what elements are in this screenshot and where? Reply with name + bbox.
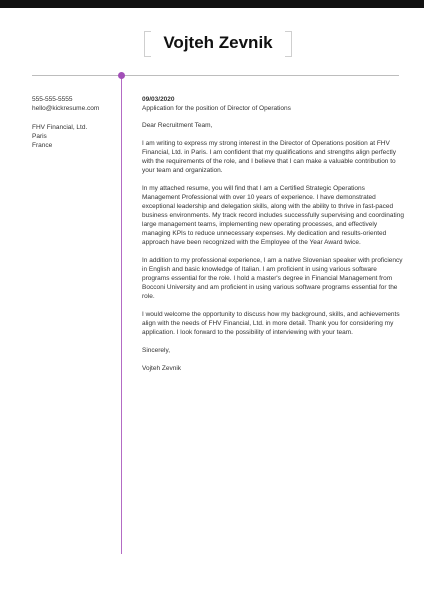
vertical-divider [121,76,122,554]
closing: Sincerely, [142,347,171,354]
recipient-city: Paris [32,133,47,140]
letter-subject: Application for the position of Director of Operations [142,105,291,112]
recipient-country: France [32,142,53,149]
signature: Vojteh Zevnik [142,365,182,372]
letter-paragraph: I am writing to express my strong interest in the Director of Operations position at FHV Financial, Ltd. in Paris. I am confident that my qualifications and strengths align perfectly with the requirements of the role, and I believe that I can make a valuable contribution to your team and organization. [142,140,396,174]
horizontal-divider [32,75,399,76]
divider-dot [118,72,125,79]
letter-date: 09/03/2020 [142,96,175,103]
letter-paragraph: In addition to my professional experience, I am a native Slovenian speaker with proficiency in English and basic knowledge of Italian. I am proficient in using various software programs essential for the role. I hold a master's degree in Financial Management from Bocconi University and am proficient in using various software programs essential for the role. [142,257,403,300]
letter-paragraph: In my attached resume, you will find that I am a Certified Strategic Operations Management Professional with over 10 years of experience. I have demonstrated exceptional leadership and delegation skills, along with the ability to thrive in fast-paced business environments. My track record includes successfully supervising and coordinating large management teams, implementing new operating processes, and effectively managing KPIs to reduce unnecessary expenses. My dedication and results-oriented approach have been recognized with the Employee of the Year Award twice. [142,185,404,246]
letter-body [142,95,404,373]
email-address: hello@kickresume.com [32,105,100,112]
recipient-company: FHV Financial, Ltd. [32,124,88,131]
sender-recipient-info [32,95,116,150]
name-frame [144,31,292,55]
salutation: Dear Recruitment Team, [142,122,213,129]
top-bar [0,0,424,8]
applicant-name: Vojteh Zevnik [163,33,273,52]
phone-number: 555-555-5555 [32,96,73,103]
letter-paragraph: I would welcome the opportunity to discuss how my background, skills, and achievements align with the needs of FHV Financial, Ltd. in more detail. Thank you for considering my application. I look forward to the possibility of interviewing with your team. [142,311,400,336]
